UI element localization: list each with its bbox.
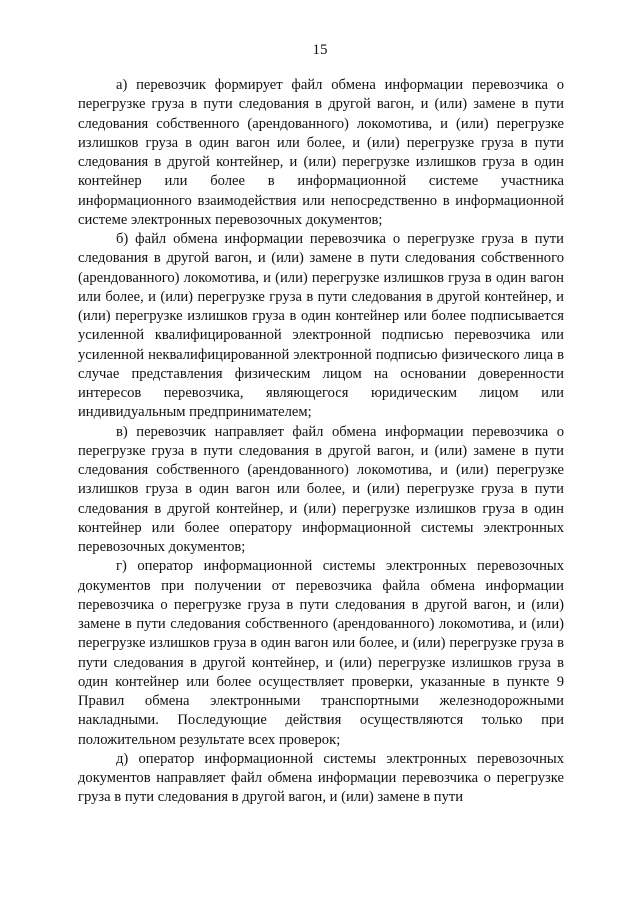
paragraph-b: б) файл обмена информации перевозчика о перегрузке груза в пути следования в другой вагон, и (или) замене в пути следования собственного (арендованного) локомотива, и (или) перегрузке излишков груза в один вагон или более, и (или) перегрузке груза в пути следования в другой контейнер, и (или) перегрузке излишков груза в один контейнер или более подписывается усиленной квалифицированной электронной подписью перевозчика или усиленной неквалифицированной электронной подписью физического лица в случае представления физическим лицом на основании доверенности интересов перевозчика, являющегося юридическим лицом или индивидуальным предпринимателем; — [78, 231, 564, 421]
paragraph-g: г) оператор информационной системы электронных перевозочных документов при получении от перевозчика файла обмена информации перевозчика о перегрузке груза в пути следования в другой вагон, и (или) замене в пути следования собственного (арендованного) локомотива, и (или) перегрузке излишков груза в один вагон или более, и (или) перегрузке груза в пути следования в другой контейнер, и (или) перегрузке излишков груза в один контейнер или более осуществляет проверки, указанные в пункте 9 Правил обмена электронными транспортными железнодорожными накладными. Последующие действия осуществляются только при положительном результате всех проверок; — [78, 558, 564, 748]
document-body — [78, 76, 564, 808]
paragraph-v: в) перевозчик направляет файл обмена информации перевозчика о перегрузке груза в пути следования в другой вагон, и (или) замене в пути следования собственного (арендованного) локомотива, и (или) перегрузке излишков груза в один вагон или более, и (или) перегрузке груза в пути следования в другой контейнер, и (или) перегрузке излишков груза в один контейнер или более оператору информационной системы электронных перевозочных документов; — [78, 423, 564, 555]
paragraph-a: а) перевозчик формирует файл обмена информации перевозчика о перегрузке груза в пути следования в другой вагон, и (или) замене в пути следования собственного (арендованного) локомотива, и (или) перегрузке излишков груза в один вагон или более, и (или) перегрузке груза в пути следования в другой контейнер, и (или) перегрузке излишков груза в один контейнер или более в информационной системе участника информационного взаимодействия или непосредственно в информационной системе электронных перевозочных документов; — [78, 77, 564, 228]
page-number: 15 — [312, 42, 328, 58]
paragraph-d: д) оператор информационной системы электронных перевозочных документов направляет файл обмена информации перевозчика о перегрузке груза в пути следования в другой вагон, и (или) замене в пути — [78, 750, 564, 806]
